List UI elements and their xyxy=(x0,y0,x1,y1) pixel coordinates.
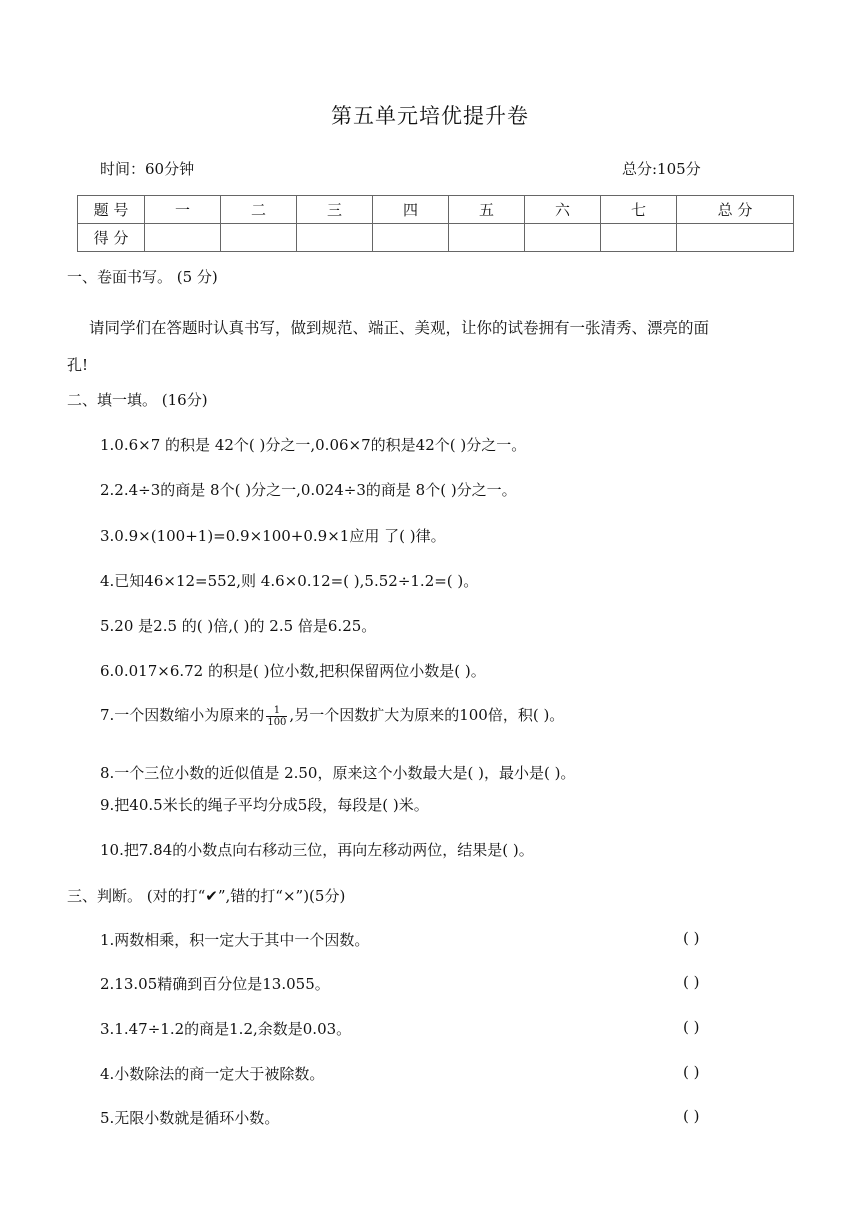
judge-answer-paren-2[interactable]: ( ) xyxy=(683,973,700,991)
judge-answer-paren-5[interactable]: ( ) xyxy=(683,1107,700,1125)
section-3-heading: 三、判断。 (对的打“✔”,错的打“×”)(5分) xyxy=(67,887,346,905)
score-cell[interactable] xyxy=(449,224,525,252)
judge-answer-paren-1[interactable]: ( ) xyxy=(683,929,700,947)
score-row-label: 得 分 xyxy=(78,224,145,252)
score-table xyxy=(77,195,794,252)
fraction-denominator: 100 xyxy=(267,716,287,728)
fill-question-2: 2.2.4÷3的商是 8个( )分之一,0.024÷3的商是 8个( )分之一。 xyxy=(100,481,517,499)
header-cell-4: 四 xyxy=(373,196,449,224)
score-cell[interactable] xyxy=(221,224,297,252)
score-cell[interactable] xyxy=(145,224,221,252)
fraction-one-hundredth xyxy=(266,705,287,728)
judge-item-2: 2.13.05精确到百分位是13.055。 xyxy=(100,975,330,993)
page-title: 第五单元培优提升卷 xyxy=(331,104,529,128)
fraction-numerator: 1 xyxy=(266,705,287,717)
fill-question-10: 10.把7.84的小数点向右移动三位，再向左移动两位，结果是( )。 xyxy=(100,841,534,859)
judge-item-4: 4.小数除法的商一定大于被除数。 xyxy=(100,1065,325,1083)
score-cell[interactable] xyxy=(297,224,373,252)
judge-item-1: 1.两数相乘，积一定大于其中一个因数。 xyxy=(100,931,370,949)
fill-question-7 xyxy=(100,704,564,728)
header-cell-5: 五 xyxy=(449,196,525,224)
fill-question-1: 1.0.6×7 的积是 42个( )分之一,0.06×7的积是42个( )分之一。 xyxy=(100,436,527,454)
score-cell[interactable] xyxy=(525,224,601,252)
header-cell-6: 六 xyxy=(525,196,601,224)
header-cell-3: 三 xyxy=(297,196,373,224)
fill-question-3: 3.0.9×(100+1)=0.9×100+0.9×1应用 了( )律。 xyxy=(100,527,446,545)
header-cell-7: 七 xyxy=(601,196,677,224)
judge-item-5: 5.无限小数就是循环小数。 xyxy=(100,1109,280,1127)
total-score-label: 总分:105分 xyxy=(622,160,701,178)
section-2-heading: 二、填一填。 (16分) xyxy=(67,391,208,409)
judge-answer-paren-4[interactable]: ( ) xyxy=(683,1063,700,1081)
fill-question-5: 5.20 是2.5 的( )倍,( )的 2.5 倍是6.25。 xyxy=(100,617,377,635)
fill-question-9: 9.把40.5米长的绳子平均分成5段，每段是( )米。 xyxy=(100,796,429,814)
score-cell[interactable] xyxy=(601,224,677,252)
score-cell[interactable] xyxy=(373,224,449,252)
fill-question-4: 4.已知46×12=552,则 4.6×0.12=( ),5.52÷1.2=( )。 xyxy=(100,572,479,590)
header-cell-1: 一 xyxy=(145,196,221,224)
header-cell-label: 题 号 xyxy=(78,196,145,224)
judge-answer-paren-3[interactable]: ( ) xyxy=(683,1018,700,1036)
section-1-text-line1: 请同学们在答题时认真书写，做到规范、端正、美观，让你的试卷拥有一张清秀、漂亮的面 xyxy=(89,319,710,337)
fill-question-6: 6.0.017×6.72 的积是( )位小数,把积保留两位小数是( )。 xyxy=(100,662,486,680)
fill-question-8: 8.一个三位小数的近似值是 2.50，原来这个小数最大是( )，最小是( )。 xyxy=(100,764,576,782)
judge-item-3: 3.1.47÷1.2的商是1.2,余数是0.03。 xyxy=(100,1020,352,1038)
section-1-text-line2: 孔! xyxy=(67,356,89,374)
fill-question-7-after: ,另一个因数扩大为原来的100倍，积( )。 xyxy=(289,706,565,724)
time-label: 时间：60分钟 xyxy=(100,160,195,178)
score-table-score-row xyxy=(78,224,794,252)
score-table-header-row xyxy=(78,196,794,224)
header-cell-2: 二 xyxy=(221,196,297,224)
score-cell-total[interactable] xyxy=(677,224,794,252)
header-cell-total: 总 分 xyxy=(677,196,794,224)
section-1-heading: 一、卷面书写。 (5 分) xyxy=(67,268,218,286)
fill-question-7-before: 7.一个因数缩小为原来的 xyxy=(100,706,265,724)
